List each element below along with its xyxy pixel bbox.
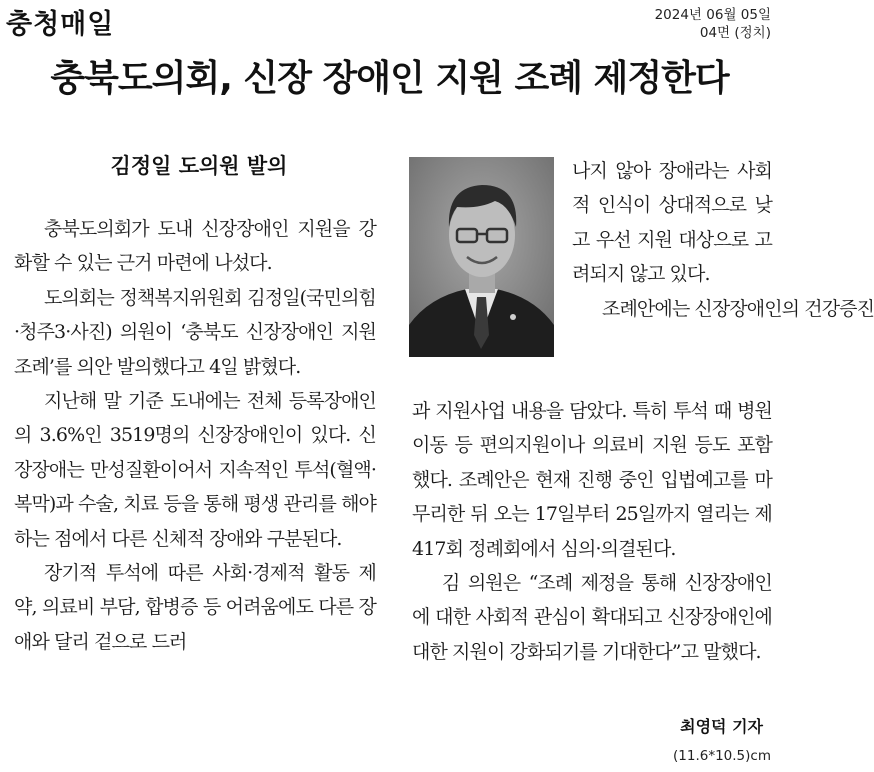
paragraph-3: 지난해 말 기준 도내에는 전체 등록장애인의 3.6%인 3519명의 신장장애인이 있다. 신장장애는 만성질환이어서 지속적인 투석(혈액·복막)과 수술, 치료 등을 통해 평생 관리를 해야하는 점에서 다른 신체적 장애와 구분된다. xyxy=(14,390,376,550)
article-column-right-top xyxy=(572,154,874,326)
paragraph-4: 장기적 투석에 따른 사회·경제적 활동 제약, 의료비 부담, 합병증 등 어려움에도 다른 장애와 달리 겉으로 드러 xyxy=(14,562,376,653)
article-column-right-bottom xyxy=(412,394,772,669)
subheadline: 김정일 도의원 발의 xyxy=(110,154,288,178)
paragraph-4-continued: 나지 않아 장애라는 사회적 인식이 상대적으로 낮고 우선 지원 대상으로 고려되지 않고 있다. xyxy=(572,160,772,286)
byline: 최영덕 기자 xyxy=(680,717,763,736)
paragraph-1: 충북도의회가 도내 신장장애인 지원을 강화할 수 있는 근거 마련에 나섰다. xyxy=(14,218,376,275)
paragraph-5-start: 조례안에는 신장장애인의 건강증진 xyxy=(602,297,874,320)
masthead-logo: 충청매일 xyxy=(6,9,115,40)
paragraph-2: 도의회는 정책복지위원회 김정일(국민의힘·청주3·사진) 의원이 ‘충북도 신장장애인 지원 조례’를 의안 발의했다고 4일 밝혔다. xyxy=(14,286,376,378)
headline: 충북도의회, 신장 장애인 지원 조례 제정한다 xyxy=(50,58,729,99)
paragraph-6: 김 의원은 “조례 제정을 통해 신장장애인에 대한 사회적 관심이 확대되고 신장장애인에 대한 지원이 강화되기를 기대한다”고 말했다. xyxy=(412,572,772,663)
paragraph-5-continued: 과 지원사업 내용을 담았다. 특히 투석 때 병원 이동 등 편의지원이나 의료비 지원 등도 포함했다. 조례안은 현재 진행 중인 입법예고를 마무리한 뒤 오는 17일부터 25일까지 열리는 제417회 정례회에서 심의·의결된다. xyxy=(412,400,772,560)
publish-date: 2024년 06월 05일 xyxy=(654,7,771,23)
portrait-icon xyxy=(409,157,554,357)
article-size: (11.6*10.5)cm xyxy=(673,748,771,764)
reporter-subject-photo xyxy=(409,157,554,357)
article-column-left xyxy=(14,212,376,659)
page-section: 04면 (정치) xyxy=(699,25,771,41)
